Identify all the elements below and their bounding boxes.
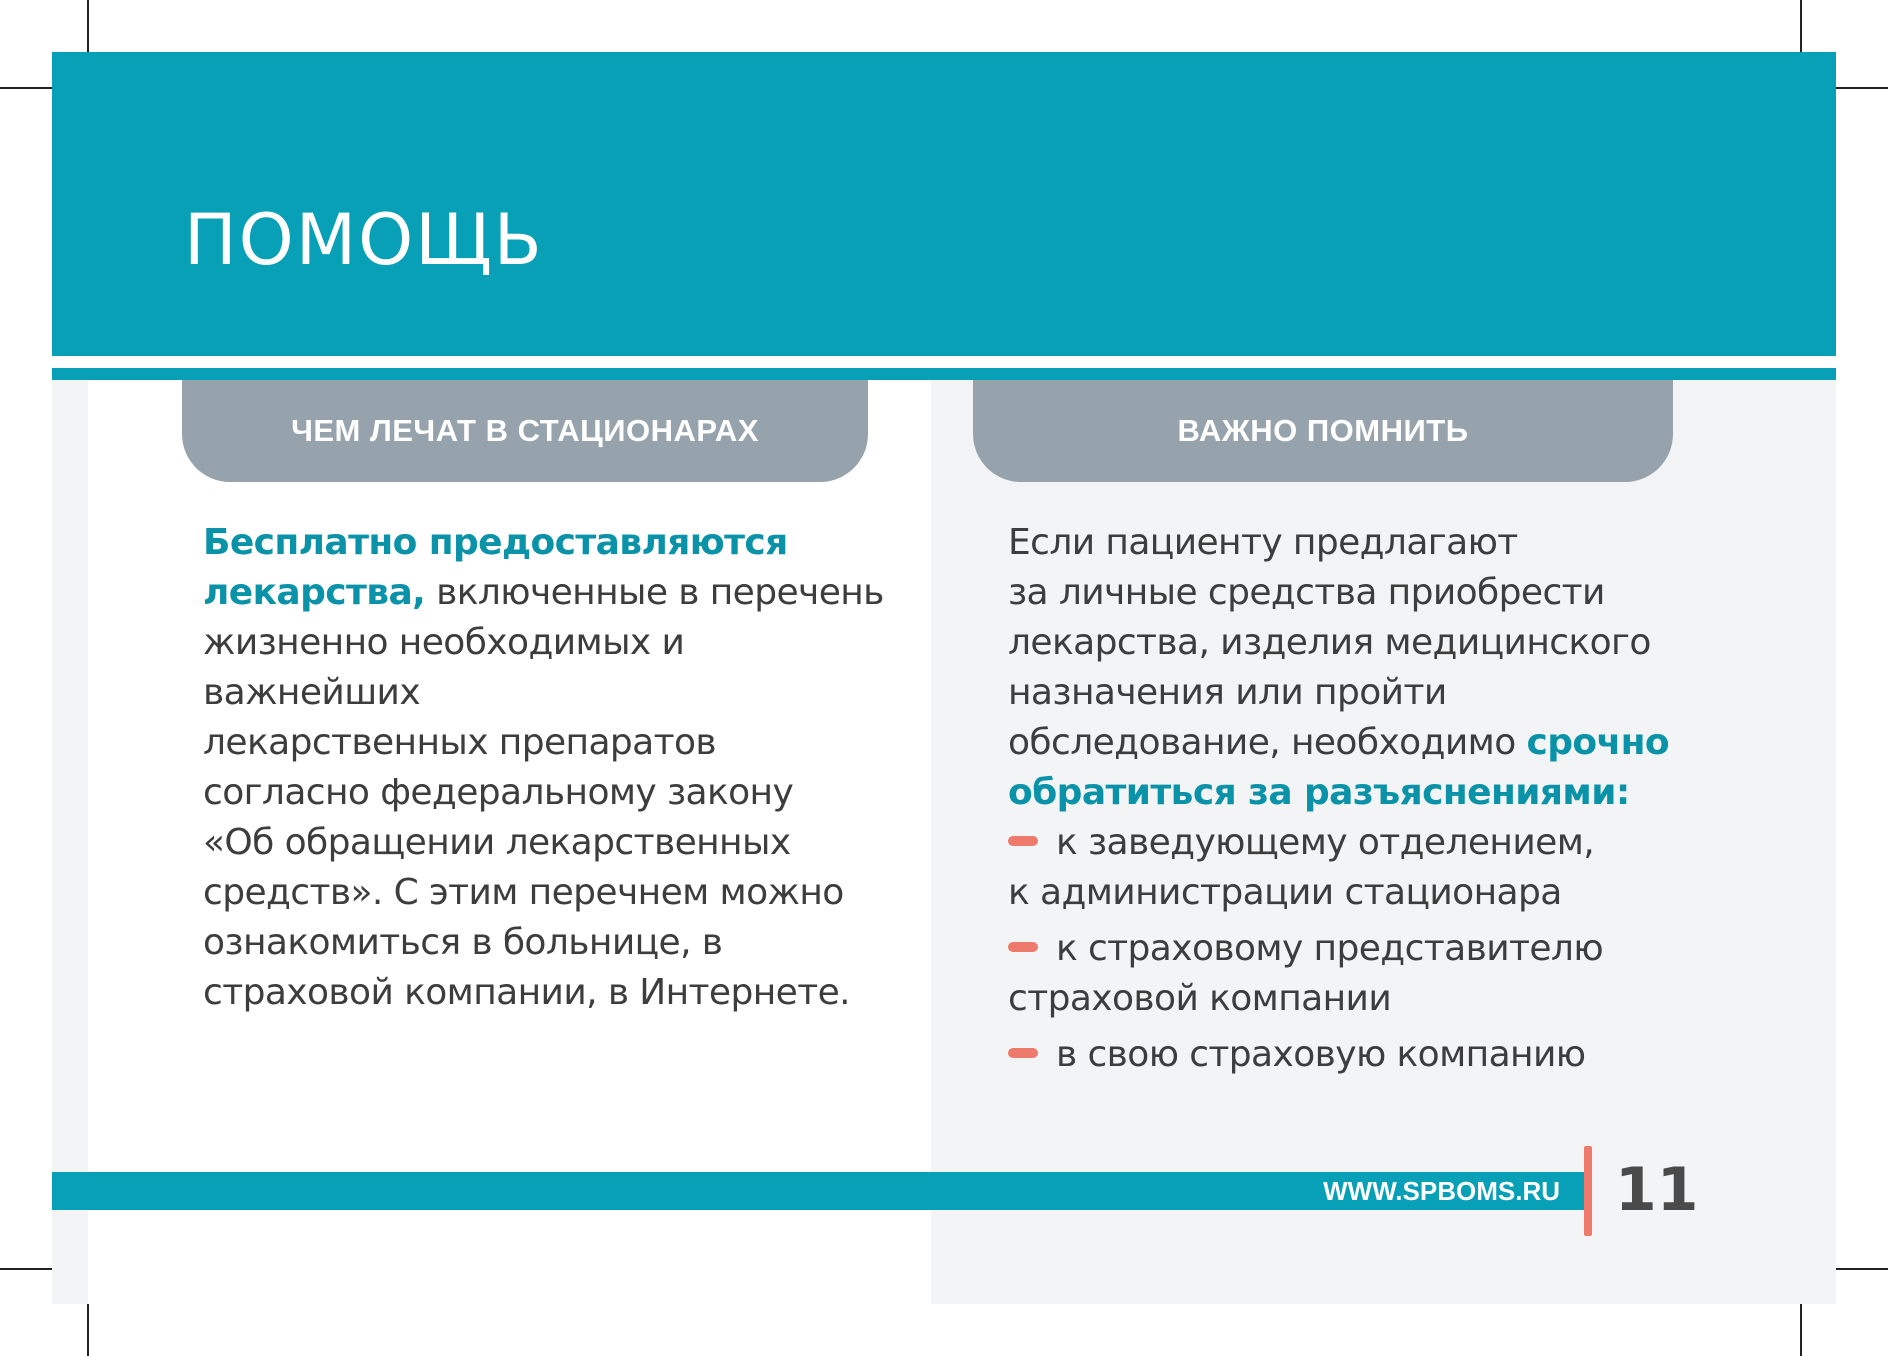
right-panel-text [1008, 518, 1728, 1080]
page-number-divider [1584, 1146, 1592, 1236]
text-line: средств». С этим перечнем можно [203, 872, 844, 913]
text-line: «Об обращении лекарственных [203, 822, 791, 863]
list-item: к страховому представителю страховой компании [1008, 928, 1604, 1019]
bullet-dash-icon [1008, 1048, 1038, 1058]
text-line: обследование, необходимо срочно [1008, 722, 1670, 763]
text-line: ознакомиться в больнице, в [203, 922, 723, 963]
text-line: согласно федеральному закону [203, 772, 794, 813]
list-item: к заведующему отделением, к администрации стационара [1008, 822, 1595, 913]
page-title: ПОМОЩЬ [184, 199, 544, 281]
bullet-dash-icon [1008, 836, 1038, 846]
tab-label: ВАЖНО ПОМНИТЬ [1177, 413, 1469, 448]
highlight-text: обратиться за разъяснениями: [1008, 772, 1630, 813]
text-line: Если пациенту предлагают [1008, 522, 1518, 563]
highlight-text: лекарства, [203, 572, 426, 613]
text-line: лекарства, изделия медицинского [1008, 622, 1651, 663]
text-line: назначения или пройти [1008, 672, 1447, 713]
tab-important-remember [973, 380, 1673, 482]
text-line [203, 518, 903, 568]
left-margin-strip [52, 380, 88, 1304]
bullet-dash-icon [1008, 942, 1038, 952]
page-number: 11 [1615, 1155, 1699, 1225]
left-panel-text [203, 518, 903, 1018]
text-line: лекарства, включенные в перечень [203, 572, 884, 613]
text-line: за личные средства приобрести [1008, 572, 1605, 613]
website-link[interactable]: WWW.SPBOMS.RU [1323, 1176, 1560, 1206]
tab-hospital-treatment [182, 380, 868, 482]
highlight-text: Бесплатно предоставляются [203, 522, 788, 563]
tab-label: ЧЕМ ЛЕЧАТ В СТАЦИОНАРАХ [291, 413, 759, 448]
highlight-text: срочно [1526, 722, 1670, 763]
list-item: в свою страховую компанию [1008, 1030, 1728, 1080]
text-line: лекарственных препаратов [203, 722, 717, 763]
text-line: страховой компании, в Интернете. [203, 972, 850, 1013]
header-rule [52, 368, 1836, 380]
text-line: жизненно необходимых и важнейших [203, 622, 685, 713]
